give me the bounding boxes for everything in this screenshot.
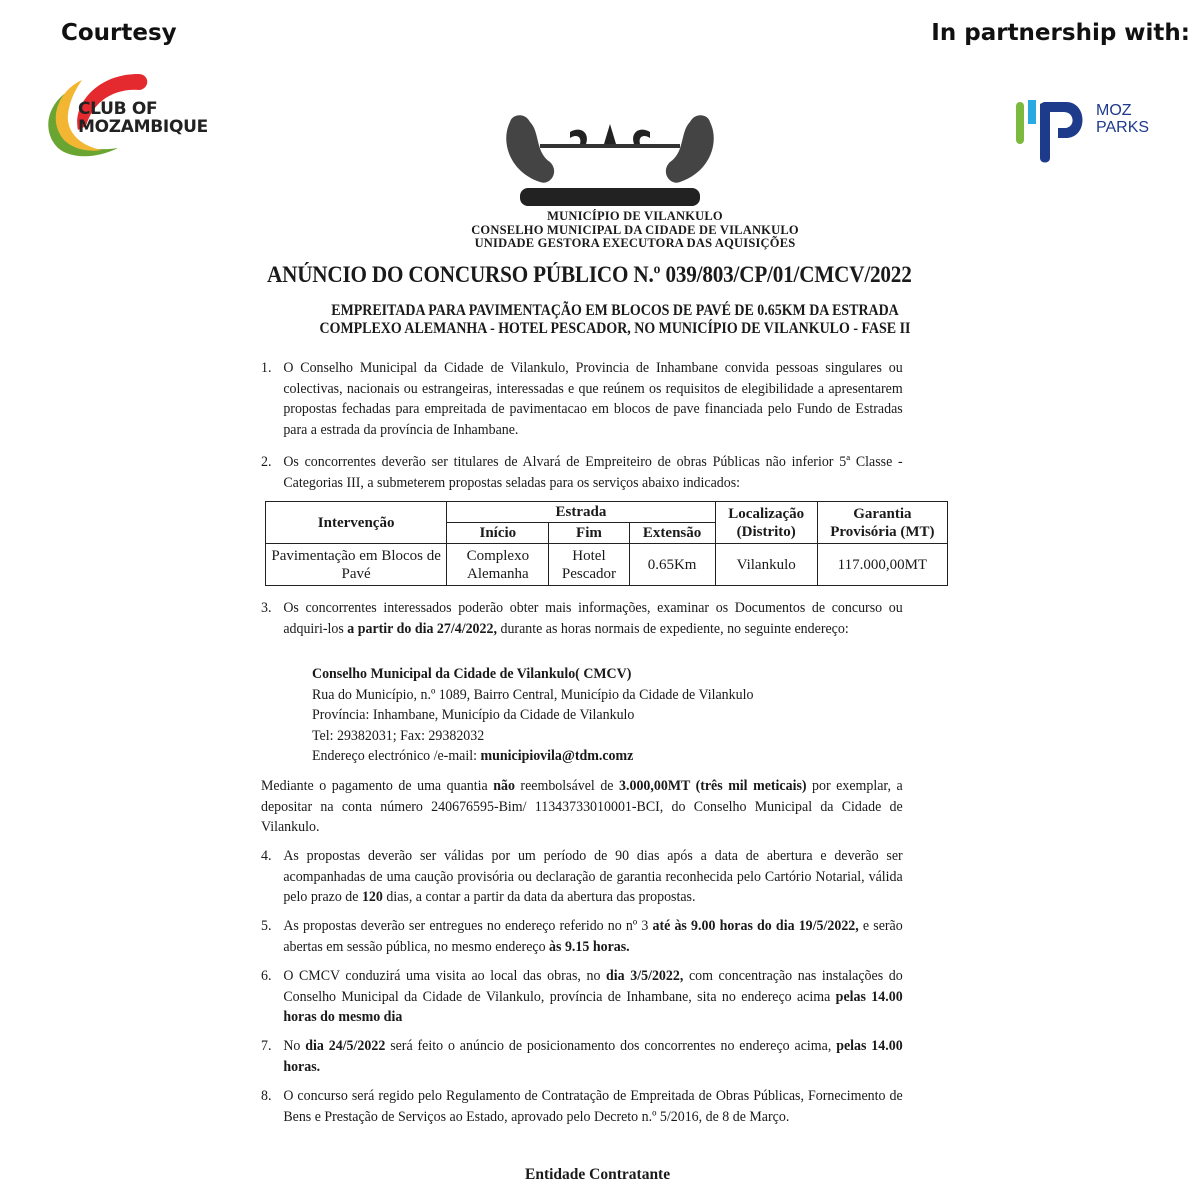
clause-text: O Conselho Municipal da Cidade de Vilankulo, Provincia de Inhambane convida pessoas singulares ou colectivas, nacionais ou estrangeiras, interessadas e que reúnem os requisitos de elegibilidade a apresentarem propostas fechadas para empreitada de pavimentacao em blocos de pave financiada pelo Fundo de Estradas para a estrada da província de Inhambane. xyxy=(283,360,903,438)
clause-8 xyxy=(261,1086,903,1127)
header-extensao: Extensão xyxy=(629,523,715,544)
notice-title: ANÚNCIO DO CONCURSO PÚBLICO N.º 039/803/CP/01/CMCV/2022 xyxy=(267,262,912,287)
courtesy-label: Courtesy xyxy=(61,20,177,46)
signature-label: Entidade Contratante xyxy=(525,1166,671,1183)
clause-2 xyxy=(261,452,903,493)
cell-intervencao: Pavimentação em Blocos de Pavé xyxy=(266,544,447,586)
club-logo-line1: CLUB OF xyxy=(78,99,158,119)
text-run-bold: às 9.15 horas. xyxy=(549,938,630,955)
text-run: O CMCV conduzirá uma visita ao local das obras, no xyxy=(283,968,607,984)
text-run-bold: 120 xyxy=(361,889,383,905)
clause-text xyxy=(283,846,902,908)
text-run-bold: dia 3/5/2022, xyxy=(606,968,684,984)
payment-paragraph xyxy=(261,776,903,838)
clause-text xyxy=(283,916,902,957)
issuer-line: CONSELHO MUNICIPAL DA CIDADE DE VILANKULO xyxy=(471,222,799,237)
address-phone: Tel: 29382031; Fax: 29382032 xyxy=(312,727,485,744)
clause-7 xyxy=(261,1036,903,1077)
clause-text xyxy=(283,598,902,639)
email-label: Endereço electrónico /e-mail: xyxy=(312,748,481,764)
cell-inicio: Complexo Alemanha xyxy=(447,544,549,586)
text-run-bold: dia 24/5/2022 xyxy=(305,1038,386,1054)
text-run: Os concorrentes interessados poderão obter mais informações, examinar os Documentos de concurso ou adquiri-los xyxy=(283,600,903,637)
text-run: e serão abertas em sessão pública, no mesmo endereço xyxy=(283,918,903,955)
clause-number: 7. xyxy=(261,1038,272,1054)
text-run: por exemplar, a depositar na conta número 240676595-Bim/ 11343733010001-BCI, do Conselho Municipal da Cidade de Vilankulo. xyxy=(261,778,903,835)
text-run: reembolsável de xyxy=(514,778,620,794)
clause-text: Os concorrentes deverão ser titulares de Alvará de Empreiteiro de obras Públicas não inferior 5ª Classe - Categorias III, a submeterem propostas seladas para os serviços abaixo indicados: xyxy=(283,454,903,491)
header-garantia: Garantia Provisória (MT) xyxy=(817,502,947,544)
clause-number: 8. xyxy=(261,1088,272,1104)
clause-number: 4. xyxy=(261,848,272,864)
subtitle-line: EMPREITADA PARA PAVIMENTAÇÃO EM BLOCOS DE PAVÉ DE 0.65KM DA ESTRADA xyxy=(331,302,899,319)
clause-number: 3. xyxy=(261,600,272,616)
table-row xyxy=(266,544,948,586)
contact-address xyxy=(312,664,753,767)
clause-4 xyxy=(261,846,903,908)
issuer-line: MUNICÍPIO DE VILANKULO xyxy=(547,209,723,223)
text-run: dias, a contar a partir da data da abertura das propostas. xyxy=(382,889,696,905)
cell-localizacao: Vilankulo xyxy=(715,544,817,586)
clause-number: 2. xyxy=(261,454,272,470)
header-estrada: Estrada xyxy=(447,502,715,523)
clause-3 xyxy=(261,598,903,639)
moz-logo-line1: MOZ xyxy=(1096,102,1132,119)
text-run: durante as horas normais de expediente, no seguinte endereço: xyxy=(496,620,849,637)
text-run-bold: 3.000,00MT (três mil meticais) xyxy=(619,778,807,794)
clause-text xyxy=(283,1036,902,1077)
issuer-line: UNIDADE GESTORA EXECUTORA DAS AQUISIÇÕES xyxy=(474,236,796,250)
address-name: Conselho Municipal da Cidade de Vilankulo( CMCV) xyxy=(312,666,632,682)
header-intervencao: Intervenção xyxy=(266,502,447,544)
text-run: Mediante o pagamento de uma quantia xyxy=(261,778,494,794)
text-run-bold: a partir do dia 27/4/2022, xyxy=(347,620,497,637)
tender-notice-document xyxy=(255,90,955,1199)
clause-5 xyxy=(261,916,903,957)
text-run-bold: pelas 14.00 horas do mesmo dia xyxy=(283,988,903,1025)
clause-text: O concurso será regido pelo Regulamento de Contratação de Empreitada de Obras Públicas, Fornecimento de Bens e Prestação de Serviços ao Estado, aprovado pelo Decreto n.º 5/2016, de 8 de Março. xyxy=(283,1088,903,1125)
clause-number: 5. xyxy=(261,918,272,934)
clause-text xyxy=(283,966,902,1028)
subtitle-line: COMPLEXO ALEMANHA - HOTEL PESCADOR, NO MUNICÍPIO DE VILANKULO - FASE II xyxy=(319,320,911,337)
address-street: Rua do Município, n.º 1089, Bairro Central, Município da Cidade de Vilankulo xyxy=(312,686,754,703)
payment-text xyxy=(261,776,903,838)
tender-table xyxy=(265,501,948,586)
cell-extensao: 0.65Km xyxy=(629,544,715,586)
club-of-mozambique-logo xyxy=(38,70,208,160)
municipal-crest-icon xyxy=(500,102,720,212)
partner-label: In partnership with: xyxy=(931,20,1190,46)
text-run: As propostas deverão ser entregues no endereço referido no nº 3 xyxy=(283,918,653,934)
moz-parks-logo xyxy=(1012,96,1162,166)
header-fim: Fim xyxy=(549,523,629,544)
notice-subtitle xyxy=(291,302,939,338)
cell-garantia: 117.000,00MT xyxy=(817,544,947,586)
clause-number: 1. xyxy=(261,360,272,376)
email-address: municipiovila@tdm.comz xyxy=(480,748,634,764)
clause-6 xyxy=(261,966,903,1028)
clause-1 xyxy=(261,358,903,440)
moz-logo-line2: PARKS xyxy=(1096,119,1150,136)
text-run: No xyxy=(283,1038,306,1054)
text-run: será feito o anúncio de posicionamento dos concorrentes no endereço acima, xyxy=(385,1038,837,1054)
text-run-bold: até às 9.00 horas do dia 19/5/2022, xyxy=(652,918,859,934)
text-run-bold: pelas 14.00 horas. xyxy=(283,1038,903,1075)
club-logo-line2: MOZAMBIQUE xyxy=(78,117,208,137)
text-run-bold: não xyxy=(493,778,515,794)
header-localizacao: Localização (Distrito) xyxy=(715,502,817,544)
moz-parks-mark-icon xyxy=(1012,96,1092,166)
address-province: Província: Inhambane, Município da Cidade de Vilankulo xyxy=(312,707,635,723)
text-run: As propostas deverão ser válidas por um período de 90 dias após a data de abertura e deverão ser acompanhadas de uma caução provisória ou declaração de garantia reconhecida pelo Cartório Notarial, válida pelo prazo de xyxy=(283,848,903,905)
clause-number: 6. xyxy=(261,968,272,984)
header-inicio: Início xyxy=(447,523,549,544)
cell-fim: Hotel Pescador xyxy=(549,544,629,586)
text-run: com concentração nas instalações do Conselho Municipal da Cidade de Vilankulo, província de Inhambane, sita no endereço acima xyxy=(283,968,903,1005)
issuer-block xyxy=(255,210,1015,251)
